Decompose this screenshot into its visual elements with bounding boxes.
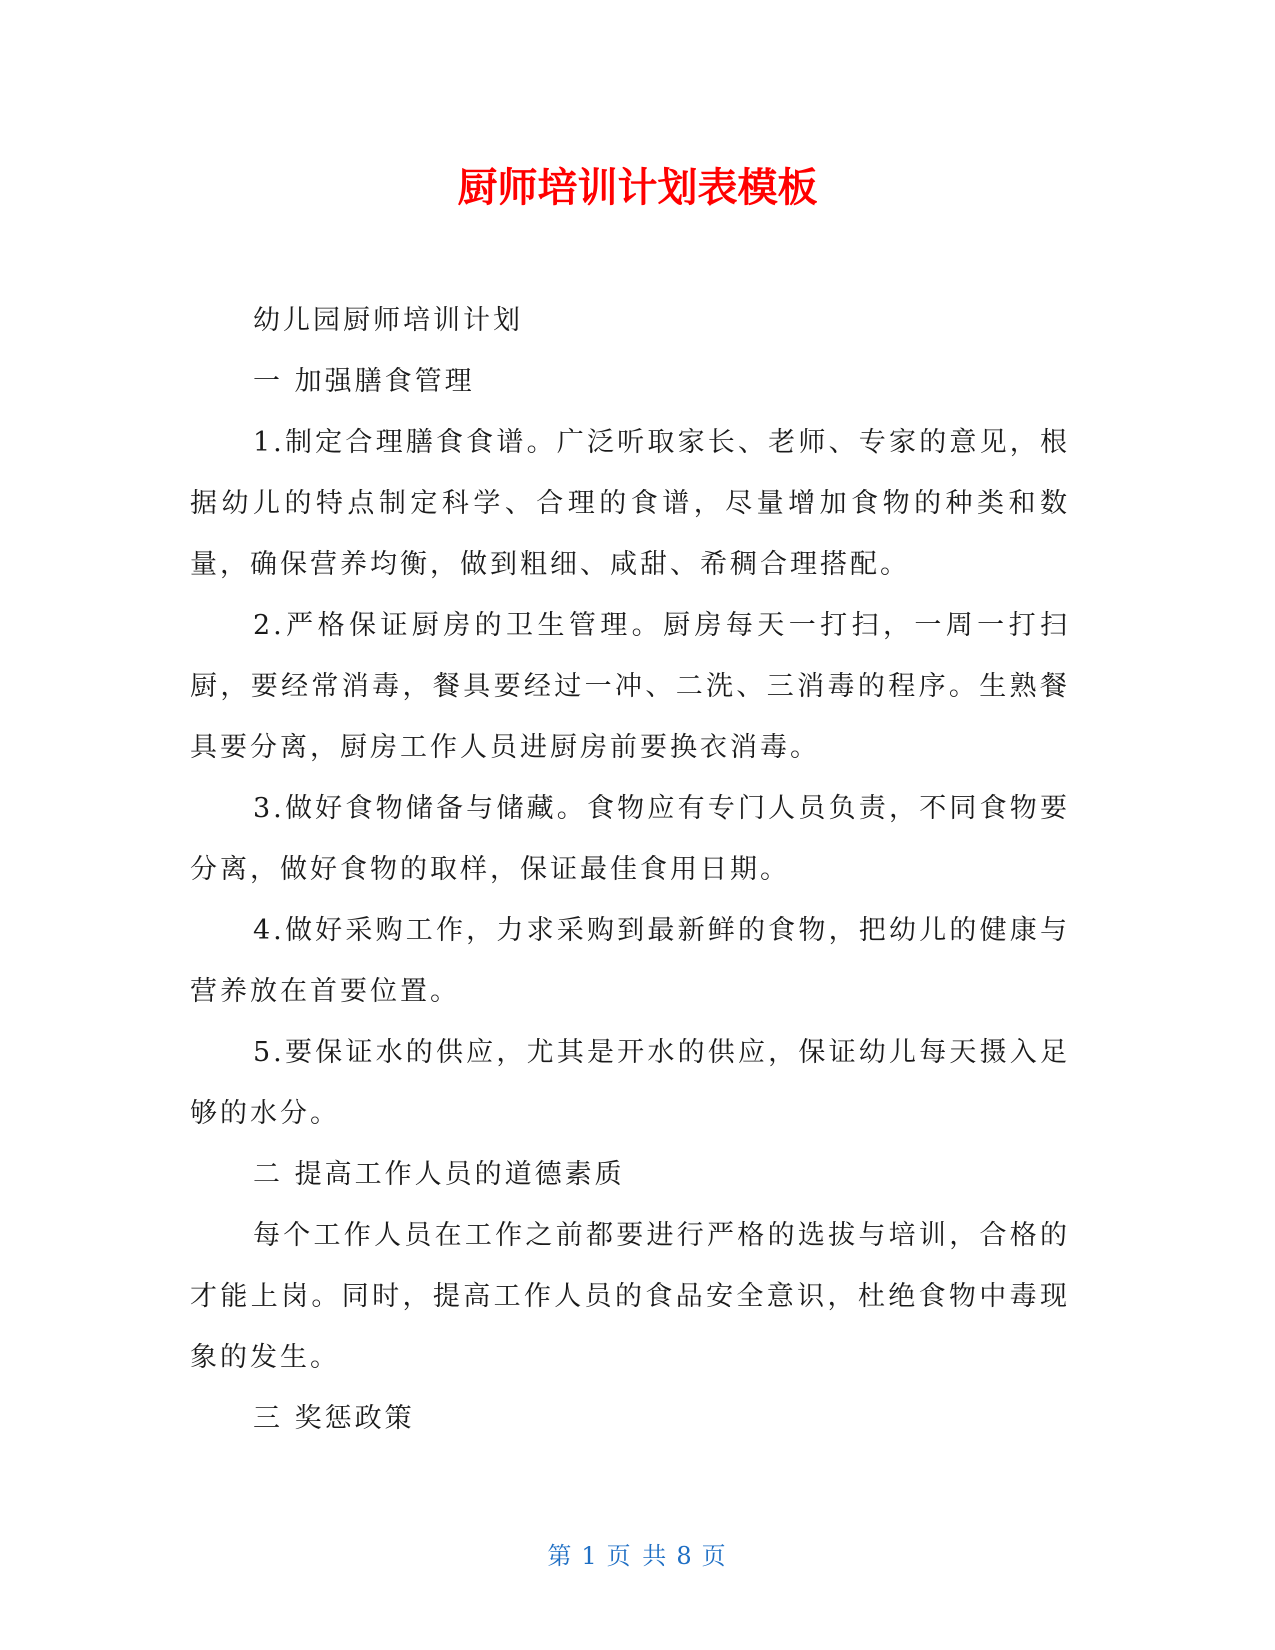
- paragraph-staff-quality: 每个工作人员在工作之前都要进行严格的选拔与培训，合格的才能上岗。同时，提高工作人员的食品安全意识，杜绝食物中毒现象的发生。: [190, 1220, 1070, 1373]
- footer-prefix: 第: [547, 1542, 574, 1570]
- document-body: [190, 290, 1070, 1449]
- section-heading-2: 二 提高工作人员的道德素质: [253, 1159, 625, 1190]
- page-footer: [0, 1540, 1275, 1572]
- paragraph-item-3: 3.做好食物储备与储藏。食物应有专门人员负责，不同食物要分离，做好食物的取样，保证最佳食用日期。: [190, 793, 1070, 885]
- footer-total-pages: 8: [676, 1542, 694, 1570]
- footer-suffix: 页: [701, 1542, 728, 1570]
- paragraph-item-5: 5.要保证水的供应，尤其是开水的供应，保证幼儿每天摄入足够的水分。: [190, 1037, 1070, 1129]
- document-title: 厨师培训计划表模板: [457, 165, 818, 211]
- paragraph-heading-plan: 幼儿园厨师培训计划: [253, 305, 523, 336]
- section-heading-3: 三 奖惩政策: [253, 1403, 415, 1434]
- paragraph-item-4: 4.做好采购工作，力求采购到最新鲜的食物，把幼儿的健康与营养放在首要位置。: [190, 915, 1070, 1007]
- section-heading-1: 一 加强膳食管理: [253, 366, 475, 397]
- footer-middle: 页 共: [606, 1542, 669, 1570]
- paragraph-item-2: 2.严格保证厨房的卫生管理。厨房每天一打扫，一周一打扫厨，要经常消毒，餐具要经过一冲、二洗、三消毒的程序。生熟餐具要分离，厨房工作人员进厨房前要换衣消毒。: [190, 610, 1070, 763]
- footer-page-number: 1: [581, 1542, 599, 1570]
- paragraph-item-1: 1.制定合理膳食食谱。广泛听取家长、老师、专家的意见，根据幼儿的特点制定科学、合理的食谱，尽量增加食物的种类和数量，确保营养均衡，做到粗细、咸甜、希稠合理搭配。: [190, 427, 1070, 580]
